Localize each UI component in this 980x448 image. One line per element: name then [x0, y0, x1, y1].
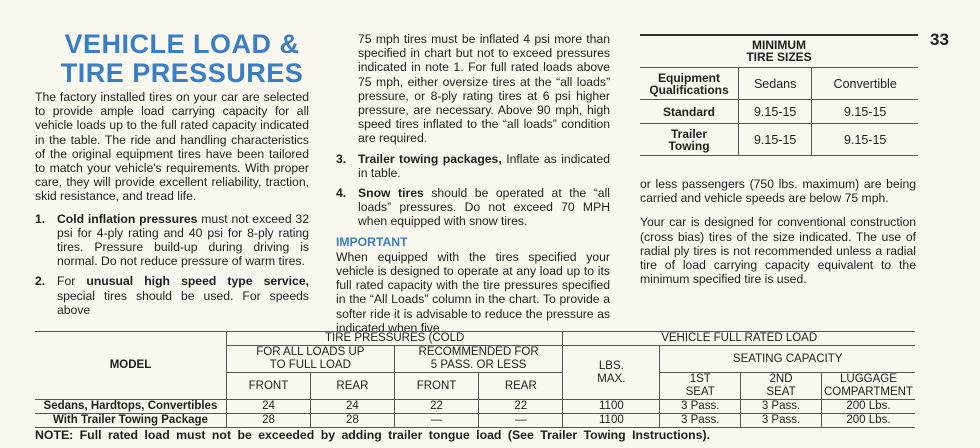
- table-row: [35, 400, 915, 414]
- cell-rec-front: 22: [394, 400, 478, 414]
- list-number: 1.: [35, 211, 46, 226]
- text-column-1: [35, 90, 309, 323]
- row-label-trailer-towing: Trailer Towing: [640, 124, 739, 156]
- cell-all-front: 28: [226, 414, 310, 428]
- page-number: 33: [930, 30, 949, 49]
- high-speed-continued: 75 mph tires must be inflated 4 psi more than specified in chart but not to exceed pressures indicated in note 1. For full rated loads above 75 mph, either oversize tires at the “all loads” pressure, or 8-ply rating tires at 6 psi higher pressure, are necessary. Above 90 mph, high speed tires inflated to the “all loads” condition are required.: [358, 32, 610, 146]
- list-item-prefix: For: [57, 274, 87, 289]
- header-model: MODEL: [35, 332, 226, 400]
- table-row: [640, 100, 918, 124]
- cell-lbs: 1100: [563, 414, 660, 428]
- list-item-snow-tires: [336, 186, 610, 229]
- passengers-paragraph: or less passengers (750 lbs. maximum) are being carried and vehicle speeds are below 75 mph.: [640, 177, 916, 206]
- cell-convertible: 9.15-15: [812, 124, 918, 156]
- row-label-standard: Standard: [640, 100, 739, 124]
- cell-luggage: 200 Lbs.: [821, 414, 915, 428]
- list-item-trailer-towing: [336, 152, 610, 180]
- header-first-seat: 1ST SEAT: [660, 373, 741, 400]
- header-rear: REAR: [479, 373, 563, 400]
- header-seating-capacity: SEATING CAPACITY: [660, 346, 915, 373]
- list-item-heading: Snow tires: [358, 186, 424, 201]
- cell-luggage: 200 Lbs.: [821, 400, 915, 414]
- header-full-rated-load: VEHICLE FULL RATED LOAD: [563, 332, 915, 346]
- radial-paragraph: Your car is designed for conventional construction (cross bias) tires of the size indicated. The use of radial ply tires is not recommended unless a radial tire of load carrying capacity equivalent to the minimum specified tire is used.: [640, 215, 916, 287]
- title-line-2: TIRE PRESSURES: [60, 58, 304, 88]
- cell-convertible: 9.15-15: [812, 100, 918, 124]
- cell-sedans: 9.15-15: [739, 100, 812, 124]
- list-number: 3.: [336, 151, 347, 166]
- cell-rec-front: —: [394, 414, 478, 428]
- cell-all-rear: 24: [311, 400, 395, 414]
- list-item-text: must not exceed 32 psi for 4-ply rating and 40 psi for 8-ply rating tires. Pressure build-up during driving is normal. Do not reduce pressure of warm tires.: [57, 211, 309, 269]
- list-number: 2.: [35, 274, 46, 289]
- list-item-text: special tires should be used. For speeds above: [57, 288, 309, 317]
- header-sedans: Sedans: [739, 68, 812, 100]
- cell-seat2: 3 Pass.: [741, 414, 822, 428]
- list-number: 4.: [336, 186, 347, 201]
- cell-sedans: 9.15-15: [739, 124, 812, 156]
- cell-all-rear: 28: [311, 414, 395, 428]
- page-title: [34, 30, 330, 88]
- cell-seat1: 3 Pass.: [660, 414, 741, 428]
- sizes-grid: [640, 67, 918, 156]
- header-tire-pressures: TIRE PRESSURES (COLD: [226, 332, 562, 346]
- header-all-loads: FOR ALL LOADS UP TO FULL LOAD: [226, 346, 394, 373]
- table-row: [640, 68, 918, 100]
- cell-all-front: 24: [226, 400, 310, 414]
- table-row: [35, 332, 915, 346]
- header-lbs-max: LBS. MAX.: [563, 346, 660, 400]
- list-item-cold-inflation: [35, 212, 309, 269]
- intro-paragraph: The factory installed tires on your car are selected to provide ample load carrying capacity for all vehicle loads up to the full rated capacity indicated in the table. The ride and handling characteristics of the original equipment tires have been tailored to match your vehicle's requirements. With proper care, they will provide excellent reliability, traction, skid resistance, and tread life.: [35, 90, 309, 204]
- header-luggage: LUGGAGE COMPARTMENT: [821, 373, 915, 400]
- important-paragraph: When equipped with the tires specified your vehicle is designed to operate at any load up to its full rated capacity with the tire pressures specified in the “All Loads” column in the chart. To provide a softer ride it is advisable to reduce the pressure as indicated when five: [336, 249, 610, 335]
- cell-seat1: 3 Pass.: [660, 400, 741, 414]
- tire-pressure-table: [35, 331, 915, 428]
- list-item-text: should be operated at the “all loads” pressures. Do not exceed 70 MPH when equipped with snow tires.: [358, 186, 610, 229]
- title-line-1: VEHICLE LOAD &: [64, 29, 300, 59]
- table-row: [35, 414, 915, 428]
- list-item-heading: Trailer towing packages,: [358, 151, 502, 166]
- header-rear: REAR: [311, 373, 395, 400]
- list-item-text: Inflate as indicated in table.: [358, 151, 610, 180]
- table-title: MINIMUM TIRE SIZES: [746, 38, 812, 64]
- cell-rec-rear: 22: [479, 400, 563, 414]
- header-second-seat: 2ND SEAT: [741, 373, 822, 400]
- cell-model: Sedans, Hardtops, Convertibles: [35, 400, 226, 414]
- list-item-heading: unusual high speed type service,: [86, 274, 309, 289]
- cell-lbs: 1100: [563, 400, 660, 414]
- header-front: FRONT: [226, 373, 310, 400]
- cell-rec-rear: —: [479, 414, 563, 428]
- text-column-2: [336, 32, 610, 335]
- text-column-3: [640, 177, 916, 294]
- header-equipment: Equipment Qualifications: [640, 68, 739, 100]
- list-item-high-speed: [35, 274, 309, 317]
- table-row: [640, 124, 918, 156]
- header-front: FRONT: [394, 373, 478, 400]
- cell-model: With Trailer Towing Package: [35, 414, 226, 428]
- header-convertible: Convertible: [812, 68, 918, 100]
- list-item-heading: Cold inflation pressures: [57, 211, 198, 226]
- cell-seat2: 3 Pass.: [741, 400, 822, 414]
- minimum-tire-sizes-table: [640, 34, 918, 156]
- footer-note: NOTE: Full rated load must not be exceeded by adding trailer tongue load (See Trailer Towing Instructions).: [35, 428, 710, 442]
- important-heading: IMPORTANT: [336, 234, 408, 249]
- header-recommended: RECOMMENDED FOR 5 PASS. OR LESS: [394, 346, 563, 373]
